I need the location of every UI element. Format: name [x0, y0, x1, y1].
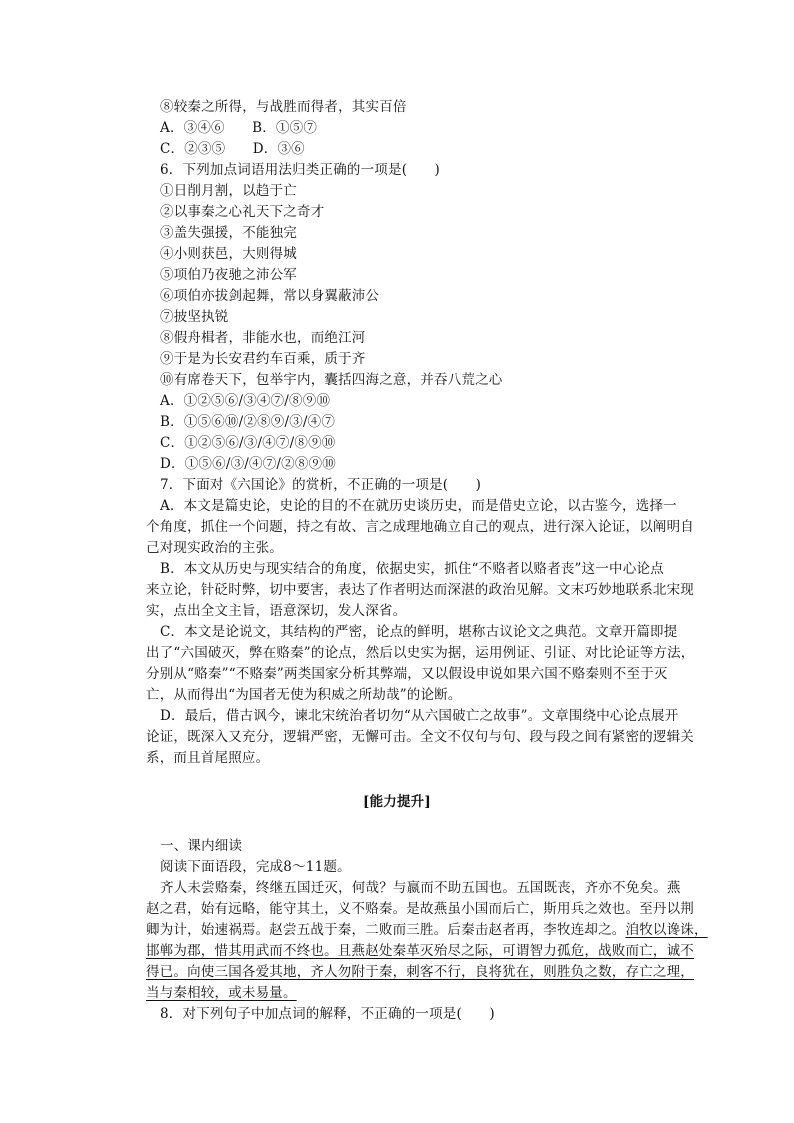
q7-option-b-line: 来立论，针砭时弊，切中要害，表达了作者明达而深湛的政治见解。文末巧妙地联系北宋现 [146, 582, 694, 598]
part-heading: 一、课内细读 [160, 838, 243, 854]
q6-option: B．①⑤⑥⑩/②⑧⑨/③/④⑦ [160, 414, 336, 430]
q6-option: D．①⑤⑥/③/④⑦/②⑧⑨⑩ [160, 456, 336, 472]
q6-item: ③盖失强援，不能独完 [160, 225, 297, 241]
underlined-passage-line: 邯郸为郡，惜其用武而不终也。且燕赵处秦革灭殆尽之际，可谓智力孤危，战败而亡，诚不 [146, 943, 694, 959]
q6-option: A．①②⑤⑥/③④⑦/⑧⑨⑩ [160, 393, 331, 409]
underlined-passage-text: 洎牧以谗诛， [625, 922, 708, 938]
q6-option: C．①②⑤⑥/③/④⑦/⑧⑨⑩ [160, 435, 336, 451]
q7-option-c-line: 分别从“赂秦”“不赂秦”两类国家分析其弊端，又以假设申说如果六国不赂秦则不至于灭 [146, 666, 668, 682]
q6-item: ⑧假舟楫者，非能水也，而绝江河 [160, 330, 366, 346]
passage-text: 卿为计，始速祸焉。赵尝五战于秦，二败而三胜。后秦击赵者再，李牧连却之。 [146, 922, 626, 938]
section-title: [能力提升] [363, 794, 431, 810]
q7-option-d-line: 系，而且首尾照应。 [146, 750, 270, 766]
passage-line [146, 920, 708, 941]
q6-item: ②以事秦之心礼天下之奇才 [160, 204, 325, 220]
q7-option-a-line: 个角度，抓住一个问题，持之有故、言之成理地确立自己的观点，进行深入论证，以阐明自 [146, 519, 694, 535]
underlined-passage-line: 当与秦相较，或未易量。 [146, 985, 297, 1001]
q6-item: ④小则获邑，大则得城 [160, 246, 297, 262]
q7-option-a-line: 己对现实政治的主张。 [146, 540, 283, 556]
underlined-passage-line: 得已。向使三国各爱其地，齐人勿附于秦，刺客不行，良将犹在，则胜负之数，存亡之理， [146, 964, 694, 980]
reading-instruction: 阅读下面语段，完成8～11题。 [160, 859, 351, 875]
q8-stem: 8．对下列句子中加点词的解释，不正确的一项是( ) [160, 1006, 495, 1022]
q6-item: ①日削月割，以趋于亡 [160, 183, 297, 199]
q5-options-cd: C．②③⑤ D．③⑥ [160, 141, 305, 157]
q7-option-c-line: C．本文是论说文，其结构的严密，论点的鲜明，堪称古议论文之典范。文章开篇即提 [160, 624, 678, 640]
q6-item: ⑦披坚执锐 [160, 309, 229, 325]
q6-stem: 6．下列加点词语用法归类正确的一项是( ) [160, 162, 441, 178]
q6-item: ⑥项伯亦拔剑起舞，常以身翼蔽沛公 [160, 288, 380, 304]
q7-option-b-line: B．本文从历史与现实结合的角度，依据史实，抓住“不赂者以赂者丧”这一中心论点 [160, 561, 664, 577]
q7-option-d-line: D．最后，借古讽今，谏北宋统治者切勿“从六国破亡之故事”。文章围绕中心论点展开 [160, 708, 679, 724]
q7-option-a-line: A．本文是篇史论，史论的目的不在就历史谈历史，而是借史立论，以古鉴今，选择一 [160, 498, 677, 514]
passage-line: 赵之君，始有远略，能守其土，义不赂秦。是故燕虽小国而后亡，斯用兵之效也。至丹以荆 [146, 901, 694, 917]
q5-options-ab: A．③④⑥ B．①⑤⑦ [160, 120, 318, 136]
q6-item: ⑤项伯乃夜驰之沛公军 [160, 267, 297, 283]
q7-option-c-line: 亡，从而得出“为国者无使为积威之所劫哉”的论断。 [146, 687, 462, 703]
q5-item-8: ⑧较秦之所得，与战胜而得者，其实百倍 [160, 99, 407, 115]
q6-item: ⑨于是为长安君约车百乘，质于齐 [160, 351, 366, 367]
passage-line: 齐人未尝赂秦，终继五国迁灭，何哉？与嬴而不助五国也。五国既丧，齐亦不免矣。燕 [160, 880, 681, 896]
q7-stem: 7．下面对《六国论》的赏析，不正确的一项是( ) [160, 477, 482, 493]
q6-item: ⑩有席卷天下，包举宇内，囊括四海之意，并吞八荒之心 [160, 372, 503, 388]
q7-option-b-line: 实，点出全文主旨，语意深切，发人深省。 [146, 603, 407, 619]
q7-option-d-line: 论证，既深入又充分，逻辑严密，无懈可击。全文不仅句与句、段与段之间有紧密的逻辑关 [146, 729, 694, 745]
q7-option-c-line: 出了“六国破灭，弊在赂秦”的论点，然后以史实为据，运用例证、引证、对比论证等方法， [146, 645, 695, 661]
